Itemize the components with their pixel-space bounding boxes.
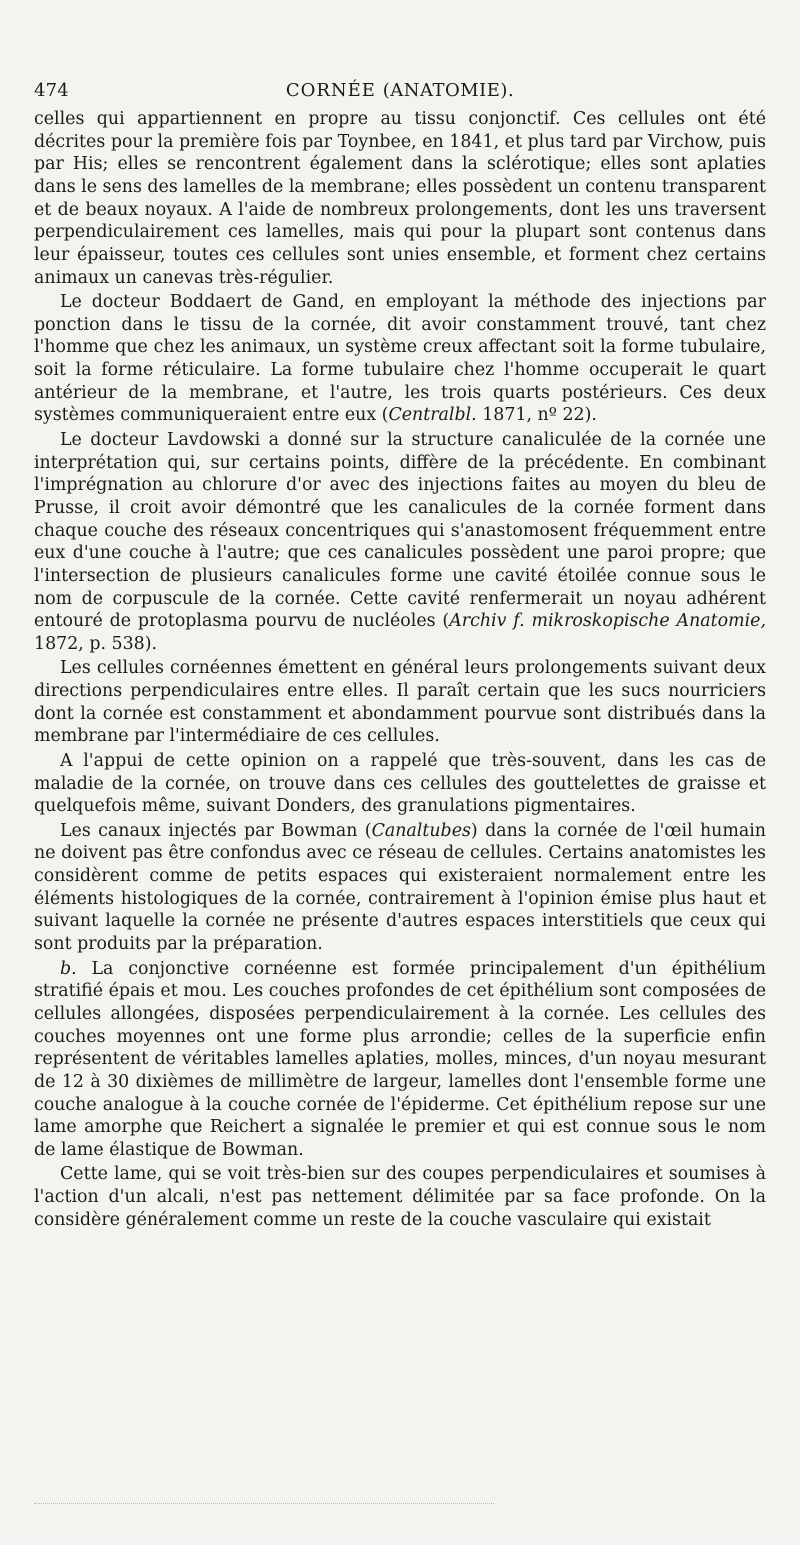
paragraph-6-text: Les canaux injectés par Bowman (	[60, 820, 372, 841]
paragraph-6	[34, 820, 766, 956]
paragraph-3-text: Le docteur Lavdowski a donné sur la structure canaliculée de la cornée une interprétation qui, sur certains points, diffère de la précédente. En combinant l'imprégnation au chlorure d'or avec des injections faites au moyen du bleu de Prusse, il croit avoir démontré que les canalicules de la cornée forment dans chaque couche des réseaux concentriques qui s'anastomosent fréquemment entre eux d'une couche à l'autre; que ces canalicules possèdent une paroi propre; que l'intersection de plusieurs canalicules forme une cavité étoilée connue sous le nom de corpuscule de la cornée. Cette cavité renfermerait un noyau adhérent entouré de protoplasma pourvu de nucléoles (	[34, 429, 766, 632]
page-number: 474	[34, 80, 69, 101]
paragraph-8-text: Cette lame, qui se voit très-bien sur des coupes perpendiculaires et soumises à l'action d'un alcali, n'est pas nettement délimitée par sa face profonde. On la considère généralement comme un reste de la couche vasculaire qui existait	[34, 1164, 766, 1230]
paragraph-2-citation: Centralbl.	[388, 405, 477, 426]
footer-rule	[34, 1503, 494, 1504]
paragraph-7-marker: b.	[60, 958, 77, 979]
paragraph-4	[34, 657, 766, 748]
running-head-subtitle: (ANATOMIE).	[382, 80, 515, 101]
paragraph-1	[34, 108, 766, 289]
running-head-title: CORNÉE	[285, 80, 376, 101]
paragraph-6-term: Canaltubes	[371, 820, 471, 841]
running-head	[34, 80, 766, 101]
paragraph-6-text-end: ) dans la cornée de l'œil humain ne doivent pas être confondus avec ce réseau de cellules. Certains anatomistes les considèrent comme de petits espaces qui existeraient normalement entre les éléments histologiques de la cornée, contrairement à l'opinion émise plus haut et suivant laquelle la cornée ne présente d'autres espaces interstitiels que ceux qui sont produits par la préparation.	[34, 820, 766, 955]
paragraph-2-text: Le docteur Boddaert de Gand, en employant la méthode des injections par ponction dans le tissu de la cornée, dit avoir constamment trouvé, tant chez l'homme que chez les animaux, un système creux affectant soit la forme tubulaire, soit la forme réticulaire. La forme tubulaire chez l'homme occuperait le quart antérieur de la membrane, et l'autre, les trois quarts postérieurs. Ces deux systèmes communiqueraient entre eux (	[34, 292, 766, 426]
paragraph-5-text: A l'appui de cette opinion on a rappelé que très-souvent, dans les cas de maladie de la cornée, on trouve dans ces cellules des gouttelettes de graisse et quelquefois même, suivant Donders, des granulations pigmentaires.	[34, 750, 766, 817]
paragraph-4-text: Les cellules cornéennes émettent en général leurs prolongements suivant deux directions perpendiculaires entre elles. Il paraît certain que les sucs nourriciers dont la cornée est constamment et abondamment pourvue sont distribués dans la membrane par l'intermédiaire de ces cellules.	[34, 658, 766, 747]
paragraph-2-text-end: 1871, nº 22).	[476, 405, 597, 426]
body-text	[34, 108, 766, 1233]
page-header	[34, 80, 766, 108]
paragraph-7-text: La conjonctive cornéenne est formée principalement d'un épithélium stratifié épais et mou. Les couches profondes de cet épithélium sont composées de cellules allongées, disposées perpendiculairement à la cornée. Les cellules des couches moyennes ont une forme plus arrondie; celles de la superficie enfin représentent de véritables lamelles aplaties, molles, minces, d'un noyau mesurant de 12 à 30 dixièmes de millimètre de largeur, lamelles dont l'ensemble forme une couche analogue à la couche cornée de l'épiderme. Cet épithélium repose sur une lame amorphe que Reichert a signalée le premier et qui est connue sous le nom de lame élastique de Bowman.	[34, 958, 766, 1160]
paragraph-5	[34, 750, 766, 818]
paragraph-8	[34, 1163, 766, 1231]
paragraph-2	[34, 291, 766, 427]
paragraph-3-citation: Archiv f. mikroskopische Anatomie,	[449, 611, 766, 632]
paragraph-3	[34, 429, 766, 656]
paragraph-1-text: celles qui appartiennent en propre au tissu conjonctif. Ces cellules ont été décrites pour la première fois par Toynbee, en 1841, et plus tard par Virchow, puis par His; elles se rencontrent également dans la sclérotique; elles sont aplaties dans le sens des lamelles de la membrane; elles possèdent un contenu transparent et de beaux noyaux. A l'aide de nombreux prolongements, dont les uns traversent perpendiculairement ces lamelles, mais qui pour la plupart sont contenus dans leur épaisseur, toutes ces cellules sont unies ensemble, et forment chez certains animaux un canevas très-régulier.	[34, 109, 766, 288]
paragraph-7	[34, 958, 766, 1162]
paragraph-3-text-end: 1872, p. 538).	[34, 633, 158, 654]
